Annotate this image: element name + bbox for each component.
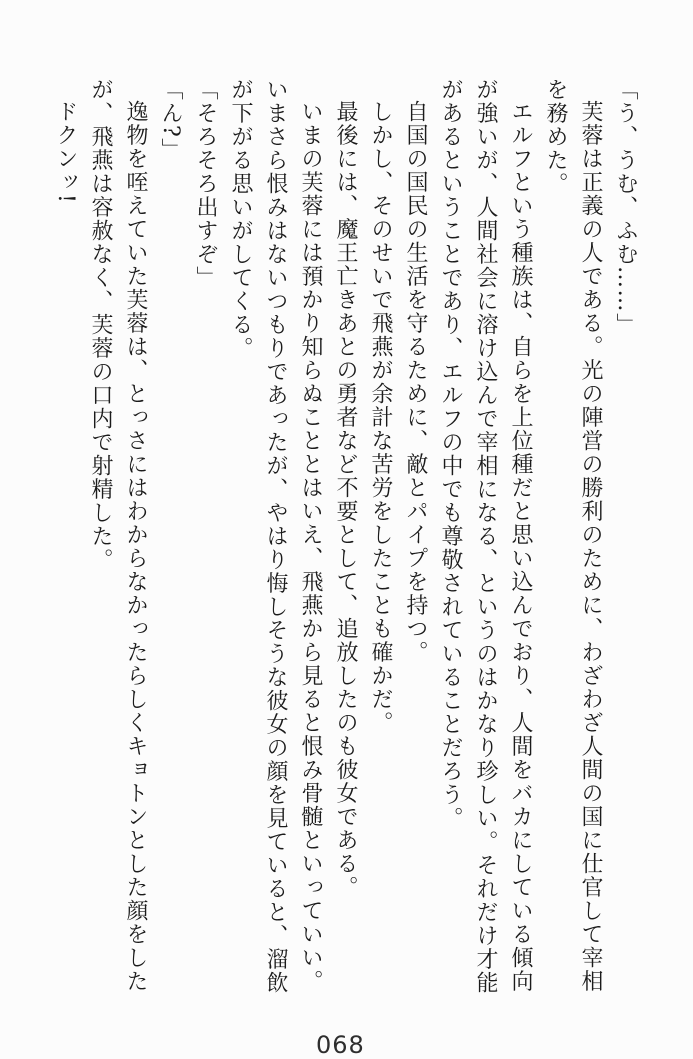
- narration-paragraph: 最後には、魔王亡きあとの勇者など不要として、追放したのも彼女である。: [333, 100, 358, 899]
- narration-paragraph: 芙蓉は正義の人である。光の陣営の勝利のために、わざわざ人間の国に仕官して宰相を務めた。: [543, 78, 603, 993]
- narration-paragraph: エルフという種族は、自らを上位種だと思い込んでおり、人間をバカにしている傾向が強いが、人間社会に溶け込んで宰相になる、というのはかなり珍しい。それだけ才能があるということであり、エルフの中でも尊敬されていることだろう。: [438, 78, 533, 995]
- narration-paragraph: 逸物を咥えていた芙蓉は、とっさにはわからなかったらしくキョトンとした顔をしたが、飛燕は容赦なく、芙蓉の口内で射精した。: [88, 78, 148, 993]
- narration-paragraph: 自国の国民の生活を守るために、敵とパイプを持つ。: [403, 100, 428, 664]
- page-number: 068: [316, 1031, 365, 1059]
- sound-effect-line: ドクンッ!: [53, 100, 78, 205]
- dialogue-line: 「う、うむ、ふむ……」: [613, 78, 638, 337]
- narration-paragraph: いまの芙蓉には預かり知らぬこととはいえ、飛燕から見ると恨み骨髄といっていい。いまさら恨みはないつもりであったが、やはり悔しそうな彼女の顔を見ていると、溜飲が下がる思いがしてくる。: [228, 78, 323, 995]
- dialogue-line: 「そろそろ出すぞ」: [193, 78, 218, 290]
- narration-paragraph: しかし、そのせいで飛燕が余計な苦労をしたことも確かだ。: [368, 100, 393, 735]
- dialogue-line: 「ん?」: [158, 78, 183, 162]
- vertical-text-block: [48, 78, 643, 1003]
